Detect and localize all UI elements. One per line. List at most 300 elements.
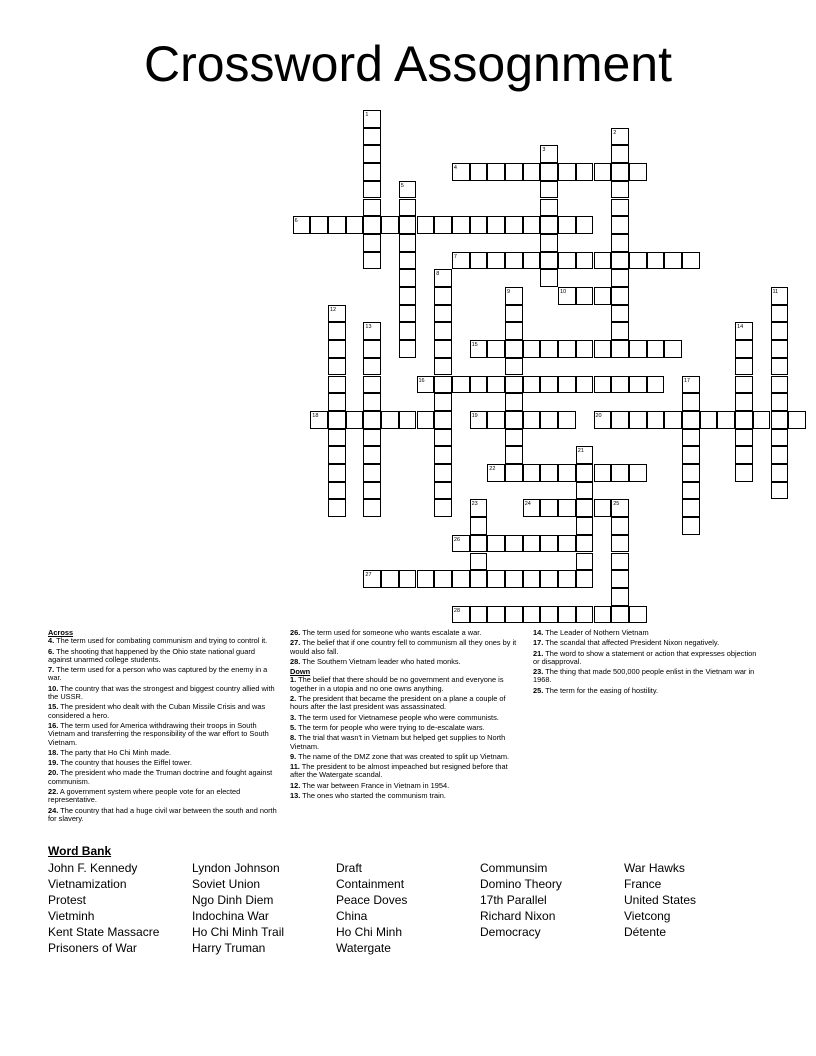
grid-cell[interactable] xyxy=(611,128,629,146)
grid-cell[interactable] xyxy=(629,464,647,482)
clue-number: 27 xyxy=(365,572,372,579)
grid-cell[interactable] xyxy=(487,606,505,624)
grid-cell[interactable] xyxy=(470,499,488,517)
grid-cell[interactable] xyxy=(629,252,647,270)
grid-cell[interactable] xyxy=(470,340,488,358)
grid-cell[interactable] xyxy=(434,429,452,447)
grid-cell[interactable] xyxy=(434,482,452,500)
grid-cell[interactable] xyxy=(505,606,523,624)
clue-text: The shooting that happened by the Ohio state national guard against unarmed college students. xyxy=(48,646,255,664)
grid-cell[interactable] xyxy=(505,570,523,588)
grid-cell[interactable] xyxy=(363,358,381,376)
grid-cell[interactable] xyxy=(629,606,647,624)
grid-cell[interactable] xyxy=(470,606,488,624)
grid-cell[interactable] xyxy=(505,376,523,394)
grid-cell[interactable] xyxy=(434,287,452,305)
grid-cell[interactable] xyxy=(523,411,541,429)
grid-cell[interactable] xyxy=(594,252,612,270)
grid-cell[interactable] xyxy=(399,199,417,217)
grid-cell[interactable] xyxy=(540,499,558,517)
grid-cell[interactable] xyxy=(381,411,399,429)
across-clue xyxy=(290,658,518,666)
grid-cell[interactable] xyxy=(505,322,523,340)
grid-cell[interactable] xyxy=(682,252,700,270)
grid-cell[interactable] xyxy=(611,199,629,217)
clue-number: 15. xyxy=(48,702,59,712)
grid-cell[interactable] xyxy=(470,252,488,270)
clue-text: The term used for someone who wants escalate a war. xyxy=(300,628,482,637)
grid-cell[interactable] xyxy=(611,269,629,287)
grid-cell[interactable] xyxy=(452,216,470,234)
word-bank-item: Harry Truman xyxy=(192,941,266,955)
grid-cell[interactable] xyxy=(540,535,558,553)
grid-cell[interactable] xyxy=(363,322,381,340)
grid-cell[interactable] xyxy=(629,376,647,394)
grid-cell[interactable] xyxy=(576,252,594,270)
grid-cell[interactable] xyxy=(434,464,452,482)
grid-cell[interactable] xyxy=(576,376,594,394)
grid-cell[interactable] xyxy=(452,535,470,553)
grid-cell[interactable] xyxy=(611,287,629,305)
clue-text: A government system where people vote for an elected representative. xyxy=(48,787,241,805)
grid-cell[interactable] xyxy=(682,499,700,517)
grid-cell[interactable] xyxy=(611,376,629,394)
across-clue xyxy=(48,749,280,757)
grid-cell[interactable] xyxy=(594,499,612,517)
grid-cell[interactable] xyxy=(434,216,452,234)
grid-cell[interactable] xyxy=(434,499,452,517)
across-clue xyxy=(48,703,280,720)
grid-cell[interactable] xyxy=(363,340,381,358)
grid-cell[interactable] xyxy=(771,464,789,482)
grid-cell[interactable] xyxy=(505,340,523,358)
grid-cell[interactable] xyxy=(576,499,594,517)
grid-cell[interactable] xyxy=(487,376,505,394)
grid-cell[interactable] xyxy=(558,376,576,394)
grid-cell[interactable] xyxy=(399,322,417,340)
clue-number: 5 xyxy=(400,182,404,189)
clue-number: 11. xyxy=(290,762,300,772)
grid-cell[interactable] xyxy=(363,376,381,394)
grid-cell[interactable] xyxy=(735,411,753,429)
clue-number: 14 xyxy=(737,324,744,331)
grid-cell[interactable] xyxy=(470,570,488,588)
grid-cell[interactable] xyxy=(558,252,576,270)
grid-cell[interactable] xyxy=(771,446,789,464)
grid-cell[interactable] xyxy=(328,376,346,394)
grid-cell[interactable] xyxy=(558,606,576,624)
grid-cell[interactable] xyxy=(399,269,417,287)
grid-cell[interactable] xyxy=(434,269,452,287)
grid-cell[interactable] xyxy=(540,464,558,482)
grid-cell[interactable] xyxy=(771,305,789,323)
grid-cell[interactable] xyxy=(771,287,789,305)
grid-cell[interactable] xyxy=(328,322,346,340)
grid-cell[interactable] xyxy=(735,322,753,340)
grid-cell[interactable] xyxy=(417,570,435,588)
grid-cell[interactable] xyxy=(470,411,488,429)
grid-cell[interactable] xyxy=(771,358,789,376)
grid-cell[interactable] xyxy=(540,199,558,217)
down-clue xyxy=(533,629,763,637)
grid-cell[interactable] xyxy=(363,429,381,447)
clues-column-3 xyxy=(533,629,763,697)
grid-cell[interactable] xyxy=(576,517,594,535)
grid-cell[interactable] xyxy=(310,411,328,429)
grid-cell[interactable] xyxy=(558,499,576,517)
grid-cell[interactable] xyxy=(576,570,594,588)
grid-cell[interactable] xyxy=(682,411,700,429)
grid-cell[interactable] xyxy=(487,252,505,270)
grid-cell[interactable] xyxy=(540,216,558,234)
grid-cell[interactable] xyxy=(664,340,682,358)
grid-cell[interactable] xyxy=(470,376,488,394)
grid-cell[interactable] xyxy=(611,588,629,606)
grid-cell[interactable] xyxy=(611,553,629,571)
grid-cell[interactable] xyxy=(523,464,541,482)
grid-cell[interactable] xyxy=(505,411,523,429)
across-clue xyxy=(48,769,280,786)
grid-cell[interactable] xyxy=(771,322,789,340)
grid-cell[interactable] xyxy=(558,411,576,429)
grid-cell[interactable] xyxy=(363,181,381,199)
grid-cell[interactable] xyxy=(611,163,629,181)
grid-cell[interactable] xyxy=(363,216,381,234)
grid-cell[interactable] xyxy=(310,216,328,234)
grid-cell[interactable] xyxy=(611,145,629,163)
grid-cell[interactable] xyxy=(505,305,523,323)
grid-cell[interactable] xyxy=(682,482,700,500)
grid-cell[interactable] xyxy=(558,163,576,181)
grid-cell[interactable] xyxy=(594,376,612,394)
grid-cell[interactable] xyxy=(611,499,629,517)
down-heading: Down xyxy=(290,667,311,677)
grid-cell[interactable] xyxy=(682,464,700,482)
grid-cell[interactable] xyxy=(682,376,700,394)
grid-cell[interactable] xyxy=(611,464,629,482)
grid-cell[interactable] xyxy=(523,606,541,624)
grid-cell[interactable] xyxy=(328,429,346,447)
grid-cell[interactable] xyxy=(487,340,505,358)
clue-text: The term used for Vietnamese people who were communists. xyxy=(296,712,499,722)
grid-cell[interactable] xyxy=(611,234,629,252)
clue-text: The president to be almost impeached but resigned before that after the Watergate scandal. xyxy=(290,762,508,780)
grid-cell[interactable] xyxy=(363,110,381,128)
grid-cell[interactable] xyxy=(328,340,346,358)
grid-cell[interactable] xyxy=(540,252,558,270)
clue-text: The president who dealt with the Cuban Missile Crisis and was considered a hero. xyxy=(48,702,266,720)
word-bank-item: Soviet Union xyxy=(192,877,261,891)
clue-text: The word to show a statement or action that expresses objection or disapproval. xyxy=(533,648,757,666)
clue-number: 23. xyxy=(533,667,544,677)
grid-cell[interactable] xyxy=(328,464,346,482)
clue-number: 25 xyxy=(613,501,620,508)
grid-cell[interactable] xyxy=(487,464,505,482)
grid-cell[interactable] xyxy=(576,535,594,553)
down-clue xyxy=(290,763,518,780)
grid-cell[interactable] xyxy=(417,216,435,234)
grid-cell[interactable] xyxy=(399,181,417,199)
clue-number: 1 xyxy=(365,112,369,118)
word-bank-item: Protest xyxy=(48,893,87,907)
grid-cell[interactable] xyxy=(399,570,417,588)
grid-cell[interactable] xyxy=(771,376,789,394)
clue-text: The name of the DMZ zone that was created to split up Vietnam. xyxy=(296,751,510,761)
grid-cell[interactable] xyxy=(487,535,505,553)
grid-cell[interactable] xyxy=(594,606,612,624)
grid-cell[interactable] xyxy=(540,411,558,429)
grid-cell[interactable] xyxy=(629,163,647,181)
grid-cell[interactable] xyxy=(523,535,541,553)
grid-cell[interactable] xyxy=(647,252,665,270)
grid-cell[interactable] xyxy=(399,216,417,234)
grid-cell[interactable] xyxy=(540,376,558,394)
grid-cell[interactable] xyxy=(700,411,718,429)
clue-text: The trial that wasn't in Vietnam but helped get supplies to North Vietnam. xyxy=(290,733,506,751)
grid-cell[interactable] xyxy=(611,570,629,588)
grid-cell[interactable] xyxy=(682,393,700,411)
grid-cell[interactable] xyxy=(717,411,735,429)
grid-cell[interactable] xyxy=(363,393,381,411)
grid-cell[interactable] xyxy=(540,606,558,624)
grid-cell[interactable] xyxy=(363,163,381,181)
grid-cell[interactable] xyxy=(558,340,576,358)
grid-cell[interactable] xyxy=(735,446,753,464)
grid-cell[interactable] xyxy=(505,287,523,305)
grid-cell[interactable] xyxy=(647,376,665,394)
down-clue xyxy=(533,639,763,647)
grid-cell[interactable] xyxy=(346,411,364,429)
grid-cell[interactable] xyxy=(505,464,523,482)
grid-cell[interactable] xyxy=(523,499,541,517)
down-clue xyxy=(290,792,518,800)
grid-cell[interactable] xyxy=(594,340,612,358)
grid-cell[interactable] xyxy=(505,393,523,411)
grid-cell[interactable] xyxy=(611,517,629,535)
grid-cell[interactable] xyxy=(363,199,381,217)
across-clue xyxy=(48,685,280,702)
grid-cell[interactable] xyxy=(523,376,541,394)
grid-cell[interactable] xyxy=(611,252,629,270)
word-bank-item: Prisoners of War xyxy=(48,941,137,955)
grid-cell[interactable] xyxy=(363,252,381,270)
grid-cell[interactable] xyxy=(399,340,417,358)
grid-cell[interactable] xyxy=(523,216,541,234)
grid-cell[interactable] xyxy=(647,411,665,429)
clue-number: 12. xyxy=(290,780,301,790)
grid-cell[interactable] xyxy=(735,340,753,358)
grid-cell[interactable] xyxy=(434,376,452,394)
grid-cell[interactable] xyxy=(399,234,417,252)
grid-cell[interactable] xyxy=(363,145,381,163)
grid-cell[interactable] xyxy=(381,570,399,588)
grid-cell[interactable] xyxy=(788,411,806,429)
clue-text: The war between France in Vietnam in 1954. xyxy=(300,780,450,790)
grid-cell[interactable] xyxy=(363,570,381,588)
grid-cell[interactable] xyxy=(611,340,629,358)
grid-cell[interactable] xyxy=(452,163,470,181)
grid-cell[interactable] xyxy=(735,464,753,482)
grid-cell[interactable] xyxy=(381,216,399,234)
grid-cell[interactable] xyxy=(576,606,594,624)
clue-text: The thing that made 500,000 people enlist in the Vietnam war in 1968. xyxy=(533,667,755,685)
grid-cell[interactable] xyxy=(576,287,594,305)
grid-cell[interactable] xyxy=(505,535,523,553)
grid-cell[interactable] xyxy=(540,269,558,287)
grid-cell[interactable] xyxy=(611,216,629,234)
grid-cell[interactable] xyxy=(328,393,346,411)
grid-cell[interactable] xyxy=(434,570,452,588)
grid-cell[interactable] xyxy=(293,216,311,234)
grid-cell[interactable] xyxy=(523,163,541,181)
grid-cell[interactable] xyxy=(434,322,452,340)
clue-number: 2 xyxy=(613,129,617,136)
grid-cell[interactable] xyxy=(523,570,541,588)
grid-cell[interactable] xyxy=(576,553,594,571)
grid-cell[interactable] xyxy=(505,429,523,447)
grid-cell[interactable] xyxy=(328,216,346,234)
grid-cell[interactable] xyxy=(487,163,505,181)
grid-cell[interactable] xyxy=(505,163,523,181)
clue-number: 18 xyxy=(312,412,319,419)
grid-cell[interactable] xyxy=(470,517,488,535)
grid-cell[interactable] xyxy=(771,482,789,500)
grid-cell[interactable] xyxy=(753,411,771,429)
grid-cell[interactable] xyxy=(523,252,541,270)
grid-cell[interactable] xyxy=(434,446,452,464)
grid-cell[interactable] xyxy=(470,163,488,181)
grid-cell[interactable] xyxy=(505,358,523,376)
grid-cell[interactable] xyxy=(417,411,435,429)
grid-cell[interactable] xyxy=(611,535,629,553)
grid-cell[interactable] xyxy=(540,181,558,199)
grid-cell[interactable] xyxy=(328,482,346,500)
grid-cell[interactable] xyxy=(363,411,381,429)
grid-cell[interactable] xyxy=(771,429,789,447)
grid-cell[interactable] xyxy=(576,446,594,464)
grid-cell[interactable] xyxy=(594,287,612,305)
grid-cell[interactable] xyxy=(735,358,753,376)
grid-cell[interactable] xyxy=(771,411,789,429)
grid-cell[interactable] xyxy=(452,606,470,624)
grid-cell[interactable] xyxy=(434,393,452,411)
grid-cell[interactable] xyxy=(594,411,612,429)
grid-cell[interactable] xyxy=(664,252,682,270)
grid-cell[interactable] xyxy=(434,340,452,358)
grid-cell[interactable] xyxy=(452,252,470,270)
grid-cell[interactable] xyxy=(611,322,629,340)
grid-cell[interactable] xyxy=(735,376,753,394)
grid-cell[interactable] xyxy=(664,411,682,429)
grid-cell[interactable] xyxy=(399,287,417,305)
grid-cell[interactable] xyxy=(434,305,452,323)
grid-cell[interactable] xyxy=(540,340,558,358)
word-bank-title: Word Bank xyxy=(48,844,112,858)
grid-cell[interactable] xyxy=(540,145,558,163)
grid-cell[interactable] xyxy=(363,234,381,252)
grid-cell[interactable] xyxy=(417,376,435,394)
grid-cell[interactable] xyxy=(735,393,753,411)
word-bank-item: 17th Parallel xyxy=(480,893,547,907)
grid-cell[interactable] xyxy=(558,464,576,482)
grid-cell[interactable] xyxy=(328,446,346,464)
grid-cell[interactable] xyxy=(346,216,364,234)
grid-cell[interactable] xyxy=(576,482,594,500)
grid-cell[interactable] xyxy=(505,446,523,464)
grid-cell[interactable] xyxy=(363,499,381,517)
grid-cell[interactable] xyxy=(576,340,594,358)
grid-cell[interactable] xyxy=(611,181,629,199)
grid-cell[interactable] xyxy=(594,464,612,482)
grid-cell[interactable] xyxy=(505,252,523,270)
grid-cell[interactable] xyxy=(328,358,346,376)
grid-cell[interactable] xyxy=(611,606,629,624)
grid-cell[interactable] xyxy=(470,535,488,553)
across-clue xyxy=(290,629,518,637)
grid-cell[interactable] xyxy=(470,216,488,234)
grid-cell[interactable] xyxy=(434,411,452,429)
grid-cell[interactable] xyxy=(470,553,488,571)
grid-cell[interactable] xyxy=(399,252,417,270)
grid-cell[interactable] xyxy=(682,446,700,464)
grid-cell[interactable] xyxy=(682,517,700,535)
grid-cell[interactable] xyxy=(629,411,647,429)
grid-cell[interactable] xyxy=(540,570,558,588)
grid-cell[interactable] xyxy=(594,163,612,181)
grid-cell[interactable] xyxy=(576,163,594,181)
grid-cell[interactable] xyxy=(452,570,470,588)
grid-cell[interactable] xyxy=(771,393,789,411)
clue-number: 26. xyxy=(290,628,301,637)
grid-cell[interactable] xyxy=(576,464,594,482)
grid-cell[interactable] xyxy=(363,482,381,500)
grid-cell[interactable] xyxy=(540,163,558,181)
grid-cell[interactable] xyxy=(434,358,452,376)
grid-cell[interactable] xyxy=(328,411,346,429)
grid-cell[interactable] xyxy=(363,446,381,464)
grid-cell[interactable] xyxy=(611,411,629,429)
grid-cell[interactable] xyxy=(399,305,417,323)
grid-cell[interactable] xyxy=(505,216,523,234)
grid-cell[interactable] xyxy=(328,305,346,323)
grid-cell[interactable] xyxy=(558,570,576,588)
grid-cell[interactable] xyxy=(452,376,470,394)
grid-cell[interactable] xyxy=(487,570,505,588)
grid-cell[interactable] xyxy=(682,429,700,447)
grid-cell[interactable] xyxy=(771,340,789,358)
grid-cell[interactable] xyxy=(399,411,417,429)
grid-cell[interactable] xyxy=(328,499,346,517)
grid-cell[interactable] xyxy=(558,216,576,234)
clue-number: 10. xyxy=(48,683,59,693)
grid-cell[interactable] xyxy=(363,464,381,482)
grid-cell[interactable] xyxy=(611,305,629,323)
clue-number: 1. xyxy=(290,675,297,685)
grid-cell[interactable] xyxy=(576,216,594,234)
grid-cell[interactable] xyxy=(629,340,647,358)
grid-cell[interactable] xyxy=(487,411,505,429)
grid-cell[interactable] xyxy=(523,340,541,358)
grid-cell[interactable] xyxy=(735,429,753,447)
grid-cell[interactable] xyxy=(558,535,576,553)
grid-cell[interactable] xyxy=(487,216,505,234)
grid-cell[interactable] xyxy=(363,128,381,146)
across-clue xyxy=(48,807,280,824)
grid-cell[interactable] xyxy=(647,340,665,358)
clue-number: 19. xyxy=(48,758,59,768)
grid-cell[interactable] xyxy=(558,287,576,305)
grid-cell[interactable] xyxy=(540,234,558,252)
